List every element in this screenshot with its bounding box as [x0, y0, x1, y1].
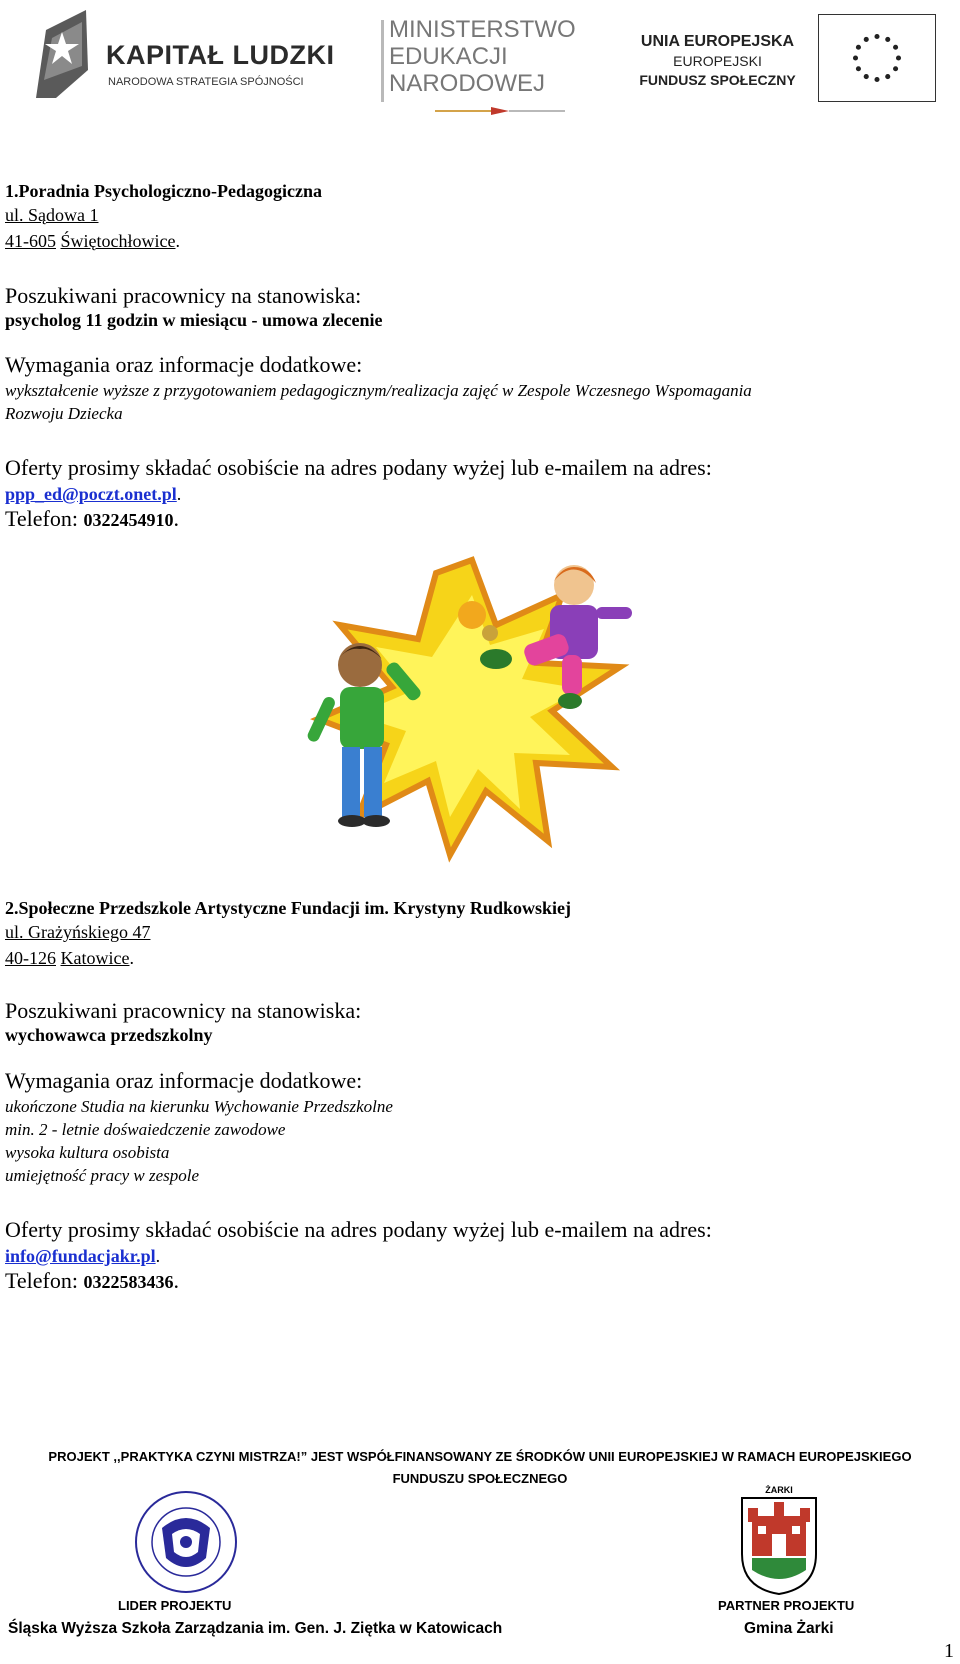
offer2-positions-label: Poszukiwani pracownicy na stanowiska:	[5, 998, 362, 1023]
offer2-requirements-label: Wymagania oraz informacje dodatkowe:	[5, 1068, 363, 1093]
coat-of-arms-label: ŻARKI	[765, 1485, 793, 1495]
lider-label: LIDER PROJEKTU	[118, 1598, 232, 1613]
offer2-email-line: info@fundacjakr.pl.	[5, 1246, 161, 1266]
men-text	[389, 16, 576, 97]
eu-text	[630, 32, 805, 90]
offer1-contact-label: Oferty prosimy składać osobiście na adres podany wyżej lub e-mailem na adres:	[5, 455, 712, 480]
offer1-phone: 0322454910	[83, 510, 174, 530]
offer2-requirement-1: ukończone Studia na kierunku Wychowanie Przedszkolne	[5, 1097, 393, 1116]
offer1-email-link[interactable]: ppp_ed@poczt.onet.pl	[5, 484, 177, 504]
offer2-requirement-4: umiejętność pracy w zespole	[5, 1166, 200, 1185]
offer2-position: wychowawca przedszkolny	[5, 1025, 213, 1045]
offer1-postcode: 41-605	[5, 231, 56, 251]
offer2-title: 2.Społeczne Przedszkole Artystyczne Fundacji im. Krystyny Rudkowskiej	[5, 898, 571, 918]
men-line-1: MINISTERSTWO	[389, 16, 576, 43]
offer1-requirement-1: wykształcenie wyższe z przygotowaniem pedagogicznym/realizacja zajęć w Zespole Wczesnego Wspomagania	[5, 381, 752, 400]
university-seal-icon	[132, 1488, 240, 1596]
page-number: 1	[944, 1640, 954, 1662]
lider-name: Śląska Wyższa Szkoła Zarządzania im. Gen. J. Ziętka w Katowicach	[8, 1620, 503, 1637]
pen-icon	[435, 106, 565, 116]
offer1-phone-line: Telefon: 0322454910.	[5, 506, 179, 531]
kapital-ludzki-title: KAPITAŁ LUDZKI	[106, 40, 335, 70]
offer2-email-link[interactable]: info@fundacjakr.pl	[5, 1246, 156, 1266]
offer1-street: ul. Sądowa 1	[5, 205, 99, 225]
kids-star-illustration	[300, 555, 645, 865]
offer1-phone-label: Telefon:	[5, 506, 78, 531]
offer2-postcode: 40-126	[5, 948, 56, 968]
project-line-1: PROJEKT ,,PRAKTYKA CZYNI MISTRZA!” JEST WSPÓŁFINANSOWANY ZE ŚRODKÓW UNII EUROPEJSKIEJ W RAMACH EUROPEJSKIEGO	[48, 1449, 912, 1464]
offer1-requirement-2: Rozwoju Dziecka	[5, 404, 123, 423]
offer2-requirement-2: min. 2 - letnie dośwaiedczenie zawodowe	[5, 1120, 286, 1139]
offer1-city: Świętochłowice	[60, 231, 176, 251]
partner-label: PARTNER PROJEKTU	[718, 1598, 855, 1613]
offer1-position: psycholog 11 godzin w miesiącu - umowa zlecenie	[5, 310, 383, 330]
offer2-phone: 0322583436	[83, 1272, 174, 1292]
offer2-address-line: 40-126 Katowice.	[5, 948, 134, 968]
partner-name: Gmina Żarki	[744, 1620, 834, 1637]
offer2-requirement-3: wysoka kultura osobista	[5, 1143, 170, 1162]
offer2-phone-line: Telefon: 0322583436.	[5, 1268, 179, 1293]
eu-flag-icon	[818, 14, 936, 102]
offer2-city: Katowice	[60, 948, 130, 968]
offer1-email-line: ppp_ed@poczt.onet.pl.	[5, 484, 182, 504]
eu-line-1: UNIA EUROPEJSKA	[640, 33, 795, 50]
men-line-2: EDUKACJI	[389, 43, 508, 70]
offer1-address-line: 41-605 Świętochłowice.	[5, 231, 180, 251]
kapital-ludzki-emblem-icon	[26, 10, 98, 100]
offer2-contact-label: Oferty prosimy składać osobiście na adres podany wyżej lub e-mailem na adres:	[5, 1217, 712, 1242]
offer1-title: 1.Poradnia Psychologiczno-Pedagogiczna	[5, 181, 322, 201]
offer1-positions-label: Poszukiwani pracownicy na stanowiska:	[5, 283, 362, 308]
offer1-requirements-label: Wymagania oraz informacje dodatkowe:	[5, 352, 363, 377]
zarki-coat-of-arms-icon	[738, 1484, 820, 1596]
men-divider	[381, 20, 384, 102]
kapital-ludzki-subtitle: NARODOWA STRATEGIA SPÓJNOŚCI	[108, 76, 304, 88]
men-line-3: NARODOWEJ	[389, 70, 545, 97]
eu-line-3: FUNDUSZ SPOŁECZNY	[639, 72, 796, 88]
ministerstwo-edukacji-logo	[375, 12, 595, 117]
offer2-phone-label: Telefon:	[5, 1268, 78, 1293]
kapital-ludzki-logo	[20, 10, 350, 102]
project-line-2: FUNDUSZU SPOŁECZNEGO	[392, 1471, 568, 1486]
offer2-street: ul. Grażyńskiego 47	[5, 922, 151, 942]
eu-line-2: EUROPEJSKI	[673, 53, 762, 69]
unia-europejska-logo	[630, 14, 950, 104]
